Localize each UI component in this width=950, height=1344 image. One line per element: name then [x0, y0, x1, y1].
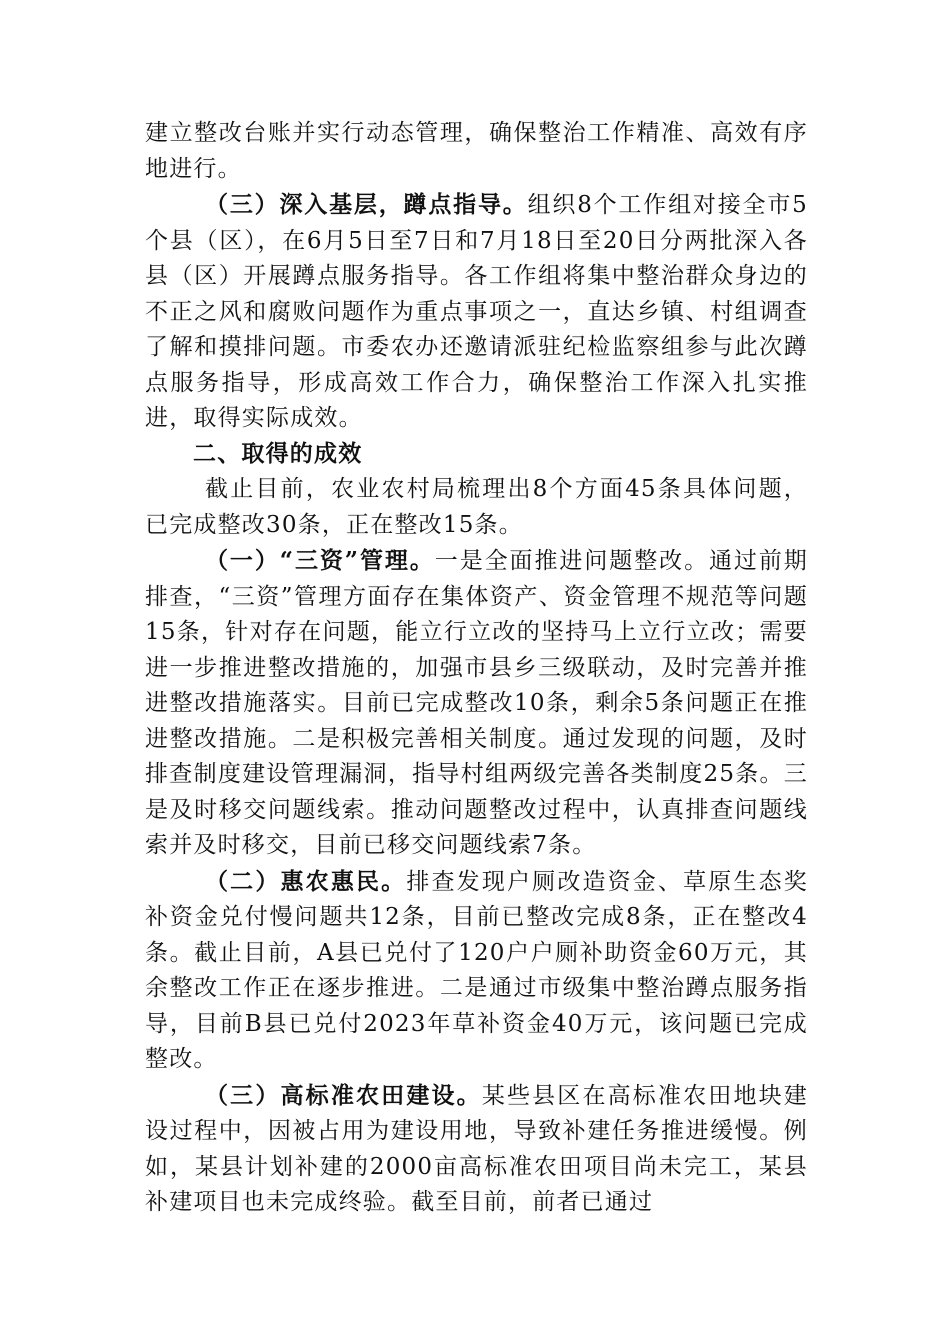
section-body-grassroots: 组织8个工作组对接全市5个县（区），在6月5日至7日和7月18日至20日分两批深入各县（区）开展蹲点服务指导。各工作组将集中整治群众身边的不正之风和腐败问题作为重点事项之一，直达乡镇、村组调查了解和摸排问题。市委农办还邀请派驻纪检监察组参与此次蹲点服务指导，形成高效工作合力，确保整治工作深入扎实推进，取得实际成效。 — [145, 192, 808, 431]
section-heading-results: 二、取得的成效 — [193, 440, 363, 467]
section-body-benefit-farmers: 排查发现户厕改造资金、草原生态奖补资金兑付慢问题共12条，目前已整改完成8条，正在整改4条。截止目前，A县已兑付了120户户厕补助资金60万元，其余整改工作正在逐步推进。二是通过市级集中整治蹲点服务指导，目前B县已兑付2023年草补资金40万元，该问题已完成整改。 — [145, 868, 808, 1072]
paragraph-benefit-farmers — [145, 864, 808, 1078]
paragraph-three-assets — [145, 543, 808, 864]
paragraph-results-summary: 截止目前，农业农村局梳理出8个方面45条具体问题，已完成整改30条，正在整改15条。 — [145, 476, 808, 538]
paragraph-continuation: 建立整改台账并实行动态管理，确保整治工作精准、高效有序地进行。 — [145, 120, 808, 182]
section-body-three-assets: 一是全面推进问题整改。通过前期排查，“三资”管理方面存在集体资产、资金管理不规范等问题15条，针对存在问题，能立行立改的坚持马上立行立改；需要进一步推进整改措施的，加强市县乡三级联动，及时完善并推进整改措施落实。目前已完成整改10条，剩余5条问题正在推进整改措施。二是积极完善相关制度。通过发现的问题，及时排查制度建设管理漏洞，指导村组两级完善各类制度25条。三是及时移交问题线索。推动问题整改过程中，认真排查问题线索并及时移交，目前已移交问题线索7条。 — [145, 548, 808, 858]
section-lead-three-assets: （一）“三资”管理。 — [205, 547, 435, 574]
section-lead-farmland: （三）高标准农田建设。 — [205, 1081, 482, 1109]
section-body-farmland: 某些县区在高标准农田地块建设过程中，因被占用为建设用地，导致补建任务推进缓慢。例如，某县计划补建的2000亩高标准农田项目尚未完工，某县补建项目也未完成终验。截至目前，前者已通过 — [145, 1082, 808, 1215]
document-body — [145, 116, 808, 1221]
paragraph-grassroots-guidance — [145, 187, 808, 437]
paragraph-farmland — [145, 1078, 808, 1221]
section-lead-benefit-farmers: （二）惠农惠民。 — [205, 867, 407, 895]
section-lead-grassroots: （三）深入基层，蹲点指导。 — [205, 191, 528, 218]
